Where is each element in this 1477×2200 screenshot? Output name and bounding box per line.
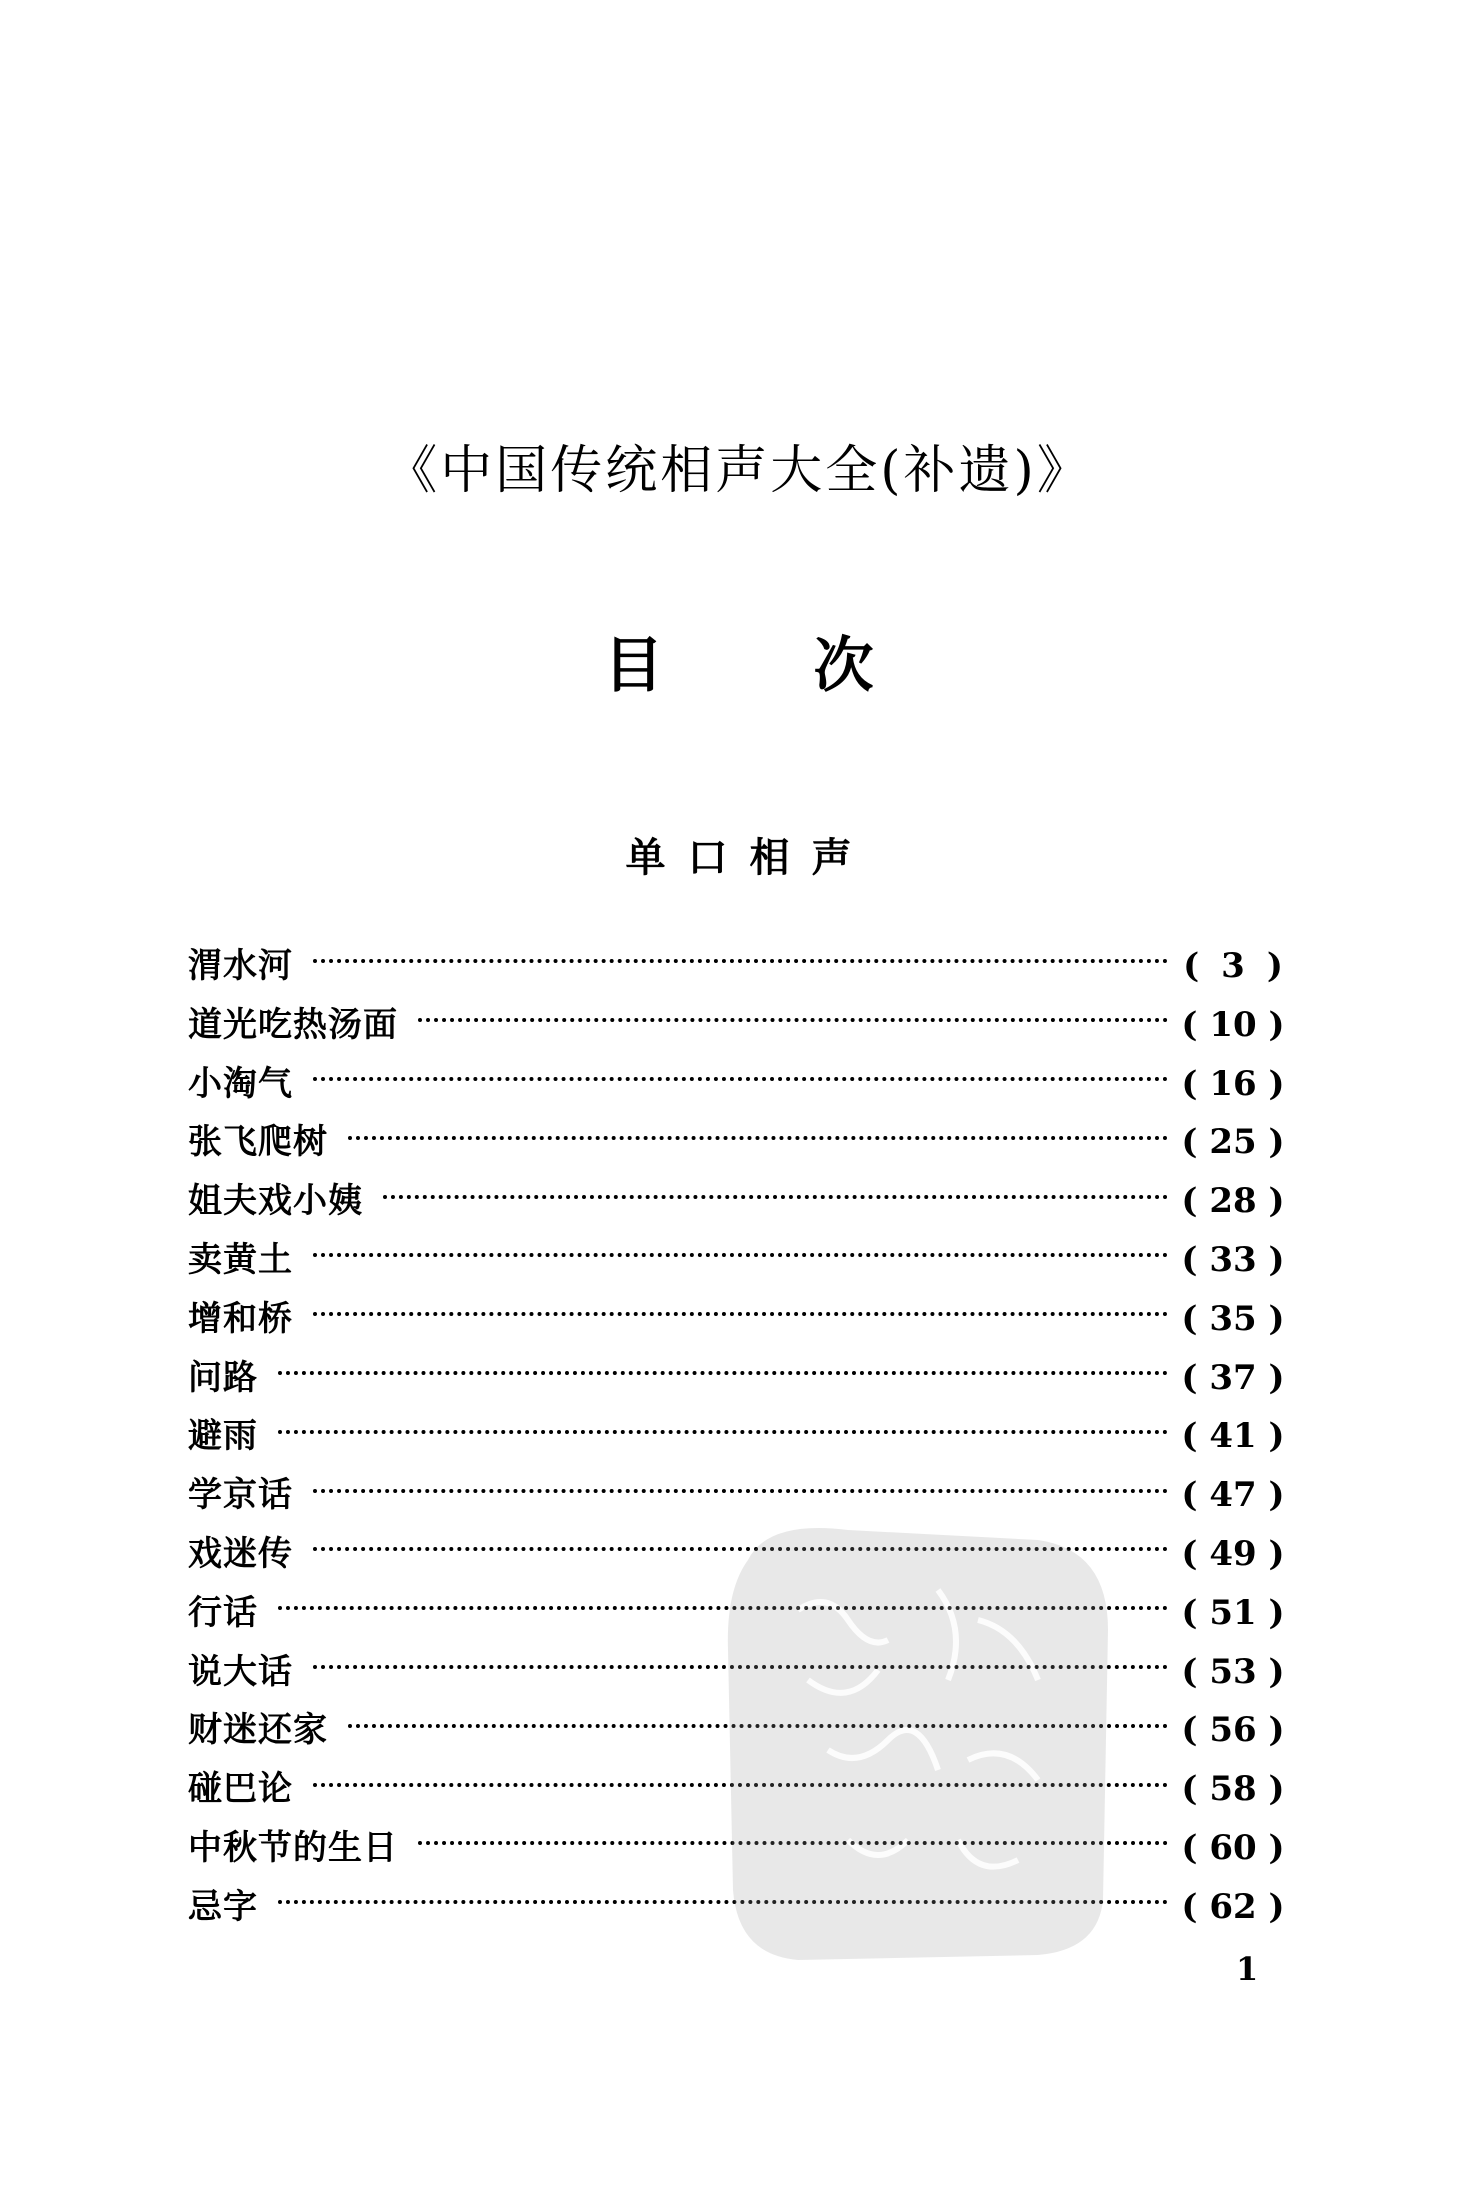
toc-entry-title: 行话 — [188, 1592, 258, 1633]
dot-leader — [418, 1018, 1168, 1022]
dot-leader — [313, 1253, 1168, 1257]
toc-entry-title: 中秋节的生日 — [188, 1827, 398, 1868]
toc-entry — [188, 997, 1288, 1056]
toc-entry — [188, 1173, 1288, 1232]
toc-heading-right: 次 — [813, 631, 874, 701]
toc-entry-page: ( 58 ) — [1181, 1769, 1285, 1810]
toc-entry-title: 财迷还家 — [188, 1710, 328, 1751]
toc-entry-title: 戏迷传 — [188, 1533, 293, 1574]
toc-entry — [188, 1408, 1288, 1467]
toc-entry-page: ( 53 ) — [1181, 1651, 1285, 1692]
toc-entry-page: ( 49 ) — [1181, 1533, 1285, 1574]
toc-entry-title: 小淘气 — [188, 1063, 293, 1104]
toc-entry-title: 渭水河 — [188, 946, 293, 986]
section-heading: 单口相声 — [625, 835, 874, 881]
toc-entry-page: ( 41 ) — [1181, 1416, 1285, 1457]
toc-heading-left: 目 — [603, 631, 664, 701]
dot-leader — [383, 1195, 1168, 1199]
dot-leader — [313, 959, 1168, 963]
toc-entry — [188, 938, 1288, 997]
toc-entry — [188, 1350, 1288, 1409]
toc-entry-page: ( 33 ) — [1181, 1239, 1285, 1280]
toc-entry-page: ( 16 ) — [1181, 1063, 1285, 1104]
library-seal-watermark — [708, 1500, 1128, 1970]
toc-entry-title: 学京话 — [188, 1475, 293, 1516]
toc-entry-page: ( 60 ) — [1181, 1827, 1285, 1868]
toc-entry-page: ( 35 ) — [1181, 1298, 1285, 1339]
toc-entry-page: ( 28 ) — [1181, 1181, 1285, 1222]
page-number: 1 — [1236, 1950, 1259, 1988]
toc-entry — [188, 1114, 1288, 1173]
toc-heading — [0, 618, 1477, 704]
dot-leader — [278, 1430, 1168, 1434]
toc-entry-page: ( 47 ) — [1181, 1475, 1285, 1516]
toc-entry-title: 张飞爬树 — [188, 1122, 328, 1163]
toc-entry-title: 道光吃热汤面 — [188, 1004, 398, 1045]
toc-entry — [188, 1056, 1288, 1115]
toc-entry-page: ( 51 ) — [1181, 1592, 1285, 1633]
toc-entry-page: ( 25 ) — [1181, 1122, 1285, 1163]
toc-entry — [188, 1291, 1288, 1350]
toc-entry-title: 忌字 — [188, 1886, 258, 1927]
toc-entry-page: ( 37 ) — [1181, 1357, 1285, 1398]
toc-entry-title: 问路 — [188, 1357, 258, 1398]
toc-entry-title: 避雨 — [188, 1416, 258, 1457]
dot-leader — [313, 1489, 1168, 1493]
toc-entry-title: 说大话 — [188, 1651, 293, 1692]
toc-entry-page: ( 62 ) — [1181, 1886, 1285, 1927]
toc-entry-page: ( 56 ) — [1181, 1710, 1285, 1751]
book-title: 《中国传统相声大全(补遗)》 — [385, 441, 1092, 501]
toc-entry-title: 碰巴论 — [188, 1769, 293, 1810]
toc-entry-title: 卖黄土 — [188, 1239, 293, 1280]
toc-entry-title: 姐夫戏小姨 — [188, 1181, 363, 1222]
toc-entry-page: ( 3 ) — [1183, 946, 1283, 986]
dot-leader — [278, 1371, 1168, 1375]
toc-entry — [188, 1232, 1288, 1291]
dot-leader — [313, 1077, 1168, 1081]
toc-entry-page: ( 10 ) — [1181, 1004, 1285, 1045]
toc-entry-title: 增和桥 — [188, 1298, 293, 1339]
dot-leader — [348, 1136, 1168, 1140]
dot-leader — [313, 1312, 1168, 1316]
